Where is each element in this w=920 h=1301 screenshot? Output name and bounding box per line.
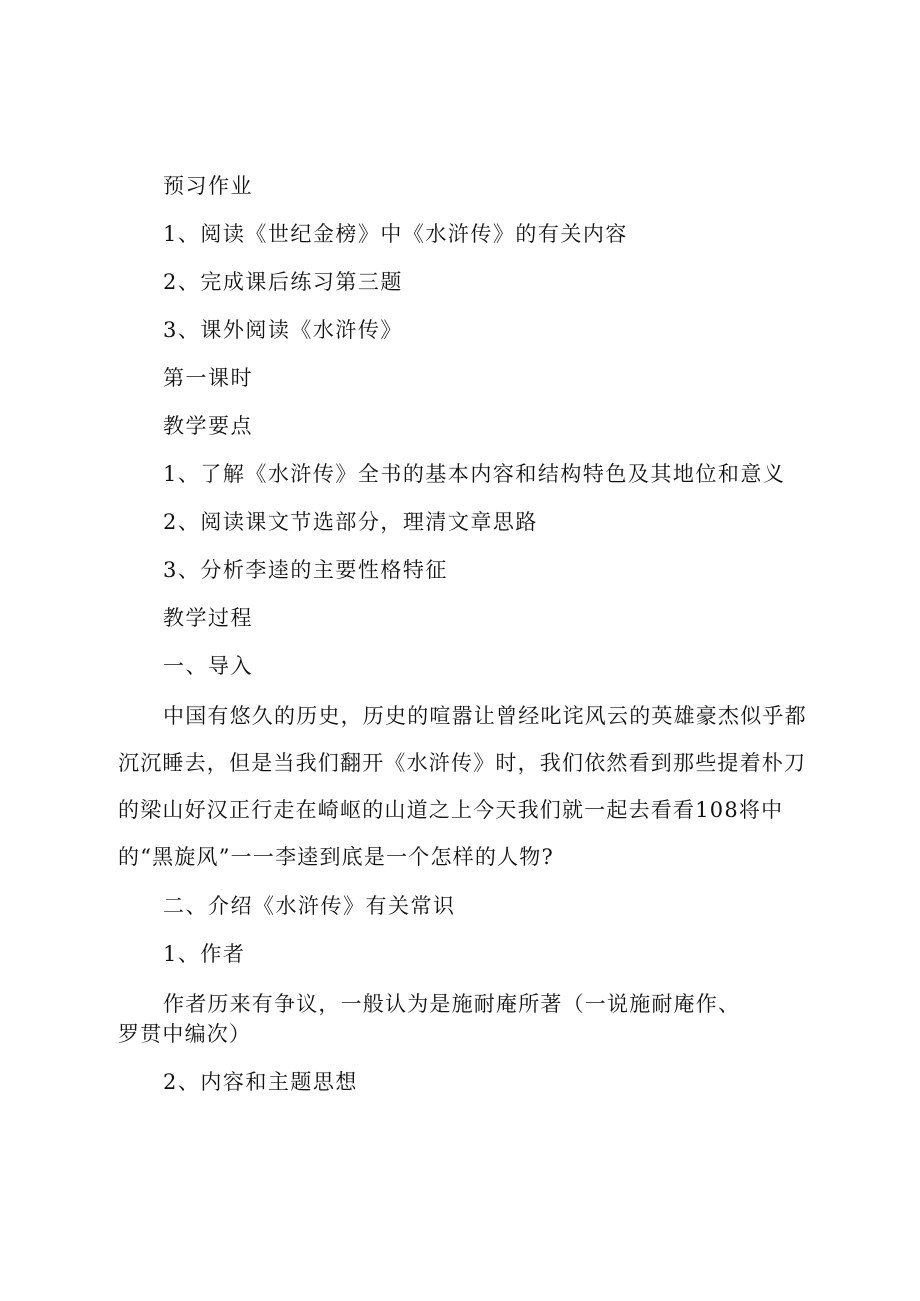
heading-first-lesson: 第一课时 bbox=[163, 366, 253, 390]
paragraph-intro-line-3: 的梁山好汉正行走在崎岖的山道之上今天我们就一起去看看108将中 bbox=[118, 798, 784, 822]
section-background-knowledge: 二、介绍《水浒传》有关常识 bbox=[163, 894, 456, 918]
homework-item-3: 3、课外阅读《水浒传》 bbox=[163, 318, 403, 342]
heading-teaching-process: 教学过程 bbox=[163, 606, 253, 630]
paragraph-intro-line-1: 中国有悠久的历史，历史的喧嚣让曾经叱诧风云的英雄豪杰似乎都 bbox=[163, 704, 807, 728]
teaching-point-1: 1、了解《水浒传》全书的基本内容和结构特色及其地位和意义 bbox=[163, 462, 786, 486]
paragraph-author-line-1: 作者历来有争议，一般认为是施耐庵所著（一说施耐庵作、 bbox=[163, 992, 741, 1016]
heading-preview-homework: 预习作业 bbox=[163, 174, 253, 198]
subsection-author: 1、作者 bbox=[163, 942, 246, 966]
heading-teaching-points: 教学要点 bbox=[163, 414, 253, 438]
paragraph-intro-line-4: 的“黑旋风”一一李逵到底是一个怎样的人物? bbox=[118, 845, 554, 869]
section-introduction: 一、导入 bbox=[163, 654, 253, 678]
teaching-point-3: 3、分析李逵的主要性格特征 bbox=[163, 558, 448, 582]
teaching-point-2: 2、阅读课文节选部分，理清文章思路 bbox=[163, 510, 538, 534]
subsection-content-theme: 2、内容和主题思想 bbox=[163, 1070, 358, 1094]
homework-item-2: 2、完成课后练习第三题 bbox=[163, 270, 403, 294]
paragraph-intro-line-2: 沉沉睡去，但是当我们翻开《水浒传》时，我们依然看到那些提着朴刀 bbox=[118, 751, 807, 775]
paragraph-author-line-2: 罗贯中编次） bbox=[118, 1022, 252, 1046]
homework-item-1: 1、阅读《世纪金榜》中《水浒传》的有关内容 bbox=[163, 222, 628, 246]
